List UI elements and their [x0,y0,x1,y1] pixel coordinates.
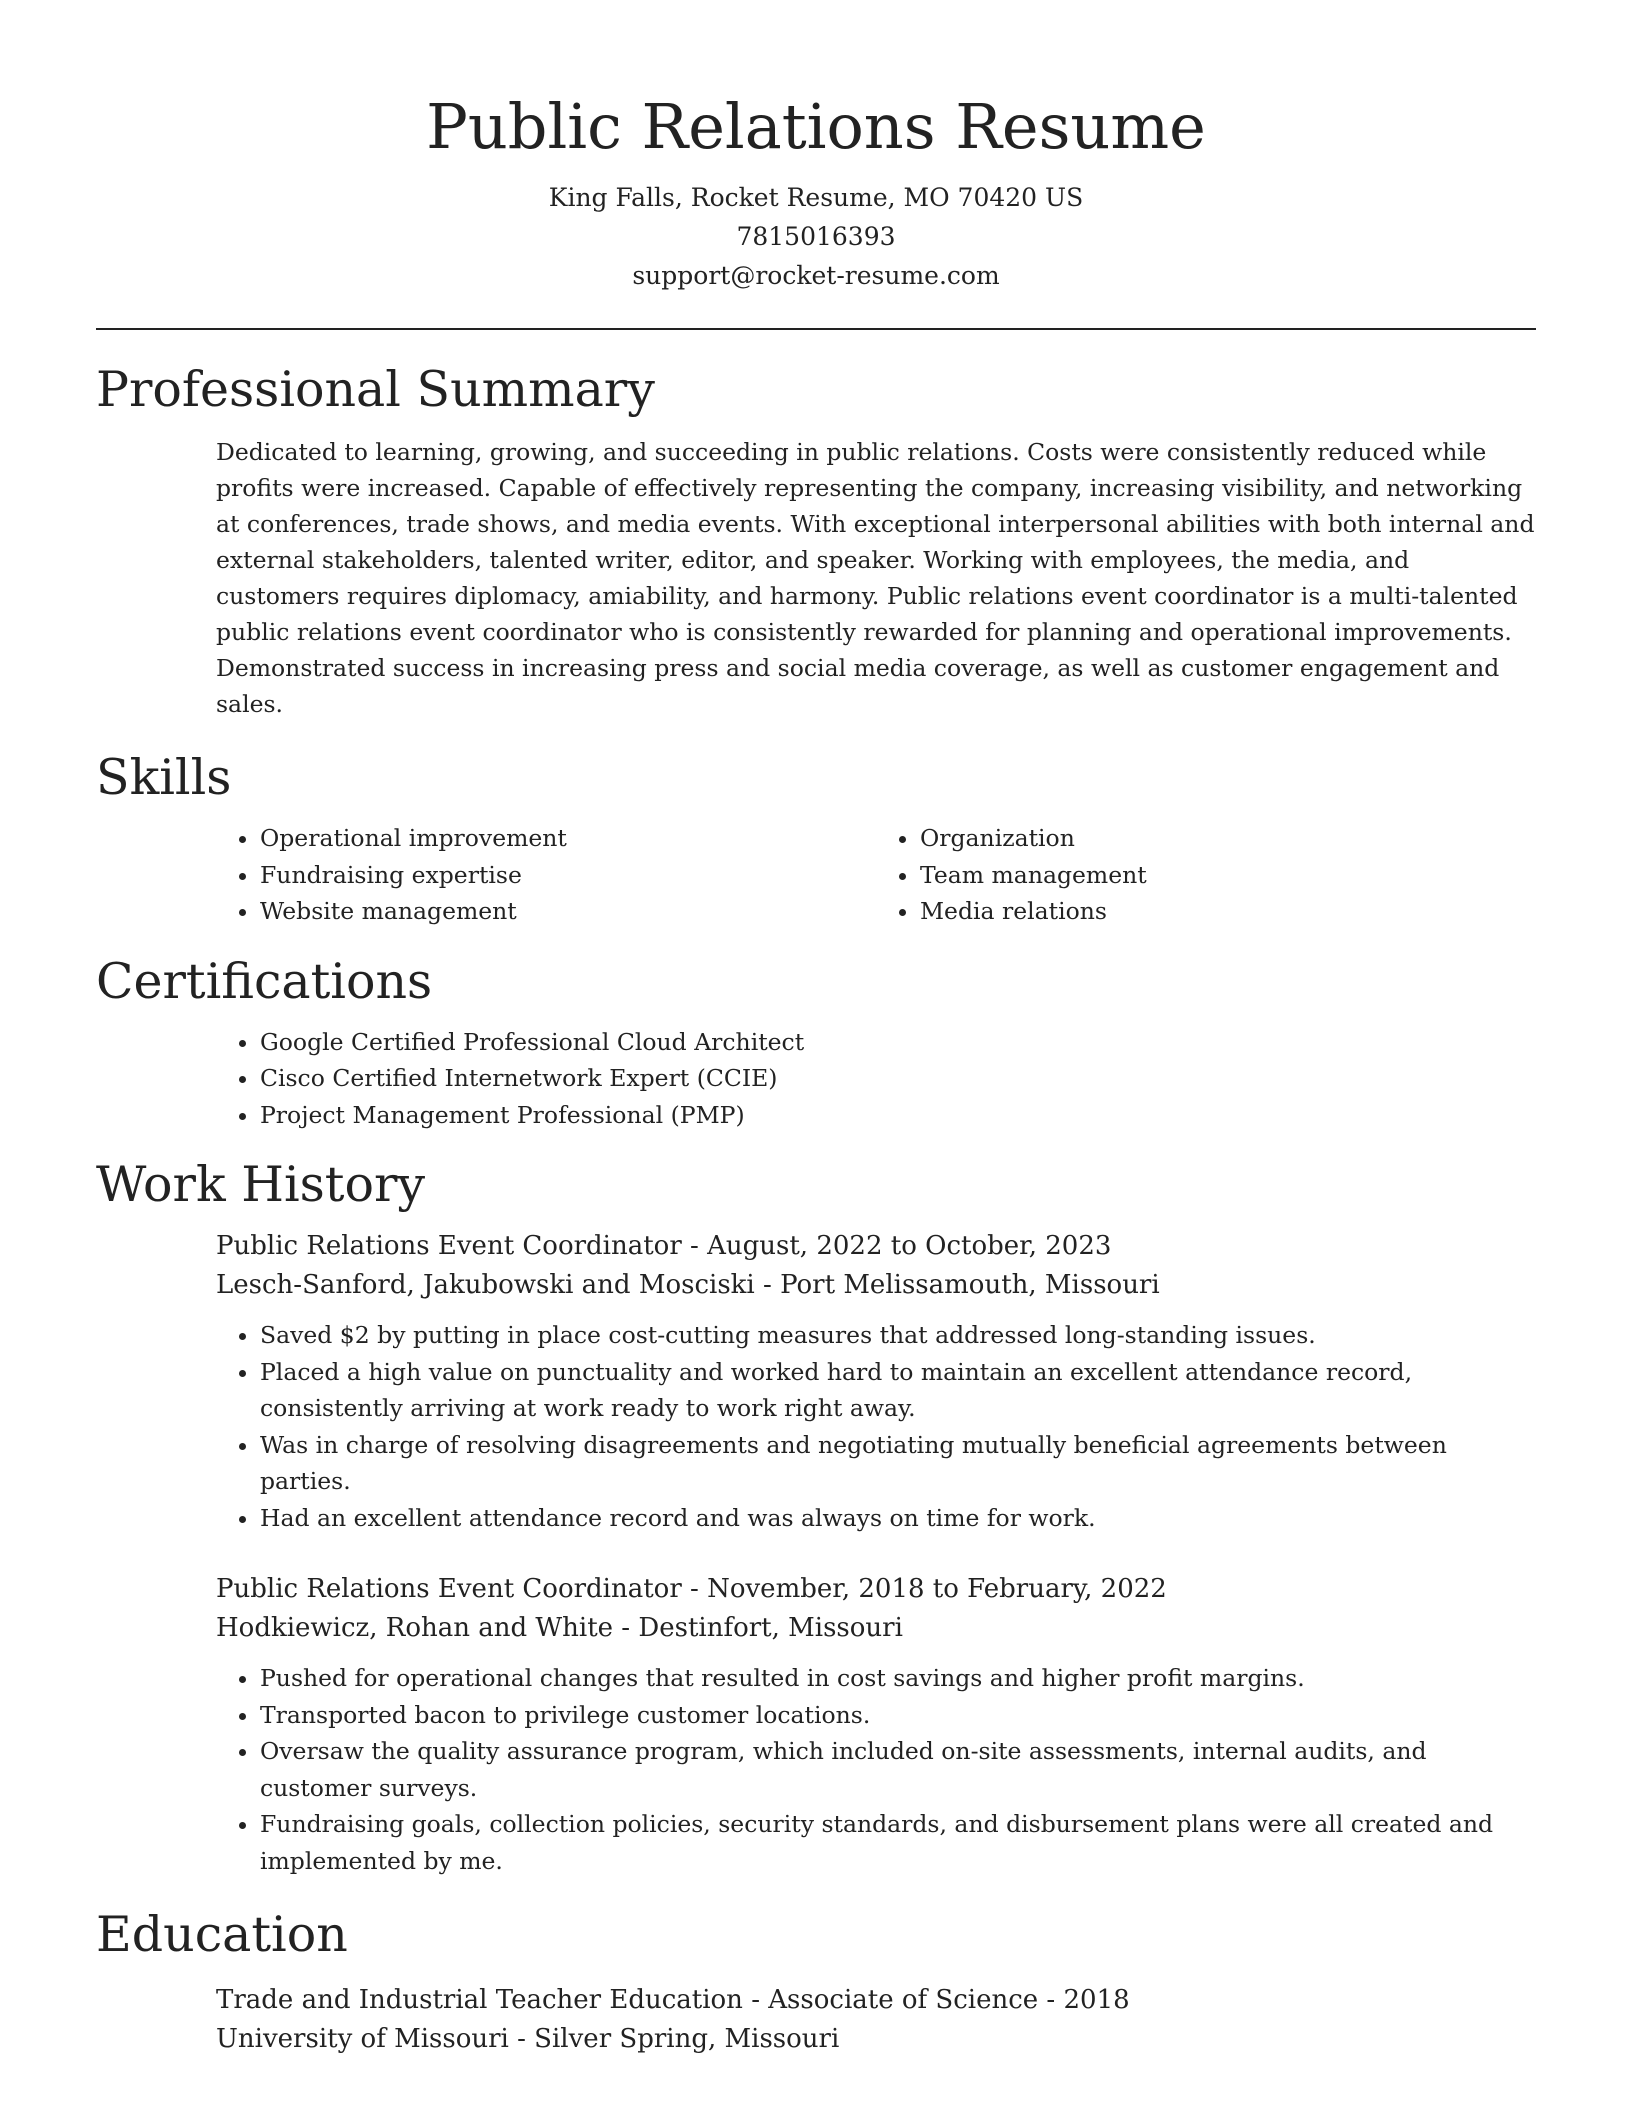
summary-heading: Professional Summary [96,361,655,418]
job-bullet: • Saved $2 by putting in place cost-cutting measures that addressed long-standing issues. [260,1317,1536,1354]
resume-header [96,0,1536,295]
job-entry [216,1227,1536,1536]
job-dates: August, 2022 to October, 2023 [707,1231,1112,1261]
job-entry [216,1570,1536,1879]
education-degree-line: Trade and Industrial Teacher Education - Associate of Science - 2018 [216,1985,1130,2015]
education-school-line: University of Missouri - Silver Spring, Missouri [216,2024,840,2054]
job-title: Public Relations Event Coordinator [216,1231,682,1261]
skill-item: • Organization [920,820,1536,857]
job-bullet: • Had an excellent attendance record and was always on time for work. [260,1500,1536,1537]
skill-item: • Operational improvement [260,820,876,857]
job-bullet: • Transported bacon to privilege customer locations. [260,1697,1536,1734]
certification-item: • Google Certified Professional Cloud Architect [260,1024,1536,1061]
job-bullet: • Fundraising goals, collection policies, security standards, and disbursement plans were all created and implemented by me. [260,1806,1536,1879]
job-bullets [216,1317,1536,1536]
skills-heading: Skills [96,749,232,806]
job-company-line: Lesch-Sanford, Jakubowski and Mosciski - Port Melissamouth, Missouri [216,1270,1160,1300]
certification-item: • Project Management Professional (PMP) [260,1097,1536,1134]
education-field: Trade and Industrial Teacher Education [216,1985,743,2015]
certifications-heading: Certifications [96,952,433,1010]
job-company: Lesch-Sanford, Jakubowski and Mosciski [216,1270,755,1300]
contact-address: King Falls, Rocket Resume, MO 70420 US [548,183,1084,212]
job-bullet: • Was in charge of resolving disagreements and negotiating mutually beneficial agreements between parties. [260,1427,1536,1500]
certification-item: • Cisco Certified Internetwork Expert (CCIE) [260,1060,1536,1097]
job-bullet: • Placed a high value on punctuality and worked hard to maintain an excellent attendance record, consistently arriving at work ready to work right away. [260,1354,1536,1427]
skill-item: • Team management [920,857,1536,894]
job-company-line: Hodkiewicz, Rohan and White - Destinfort, Missouri [216,1613,903,1643]
job-dates: November, 2018 to February, 2022 [707,1574,1167,1604]
job-title-line: Public Relations Event Coordinator - November, 2018 to February, 2022 [216,1574,1167,1604]
resume-page [96,0,1536,2059]
skill-item: • Website management [260,893,876,930]
skill-item: • Media relations [920,893,1536,930]
contact-phone: 7815016393 [736,222,896,251]
contact-info [96,178,1536,295]
job-title-line: Public Relations Event Coordinator - August, 2022 to October, 2023 [216,1231,1112,1261]
certifications-list [216,1024,1536,1134]
education-degree: Associate of Science [768,1985,1039,2015]
job-location: Destinfort, Missouri [638,1613,903,1643]
resume-title: Public Relations Resume [426,90,1206,163]
job-bullet: • Pushed for operational changes that resulted in cost savings and higher profit margins. [260,1660,1536,1697]
work-history-heading: Work History [96,1156,426,1213]
job-bullets [216,1660,1536,1879]
job-title: Public Relations Event Coordinator [216,1574,682,1604]
education-entry [216,1981,1536,2059]
job-location: Port Melissamouth, Missouri [780,1270,1160,1300]
education-year: 2018 [1063,1985,1130,2015]
job-bullet: • Oversaw the quality assurance program, which included on-site assessments, internal audits, and customer surveys. [260,1733,1536,1806]
skills-column-left [216,820,876,930]
education-school: University of Missouri [216,2024,509,2054]
header-divider [96,328,1536,330]
education-location: Silver Spring, Missouri [534,2024,840,2054]
education-heading: Education [96,1906,348,1963]
skills-column-right [876,820,1536,930]
summary-text: Dedicated to learning, growing, and succeeding in public relations. Costs were consistently reduced while profits were increased. Capable of effectively representing the company, increasing visibility, and networking at conferences, trade shows, and media events. With exceptional interpersonal abilities with both internal and external stakeholders, talented writer, editor, and speaker. Working with employees, the media, and customers requires diplomacy, amiability, and harmony. Public relations event coordinator is a multi-talented public relations event coordinator who is consistently rewarded for planning and operational improvements. Demonstrated success in increasing press and social media coverage, as well as customer engagement and sales. [216,438,1535,718]
contact-email: support@rocket-resume.com [632,261,1000,290]
skills-list [216,820,1536,930]
skill-item: • Fundraising expertise [260,857,876,894]
job-company: Hodkiewicz, Rohan and White [216,1613,614,1643]
